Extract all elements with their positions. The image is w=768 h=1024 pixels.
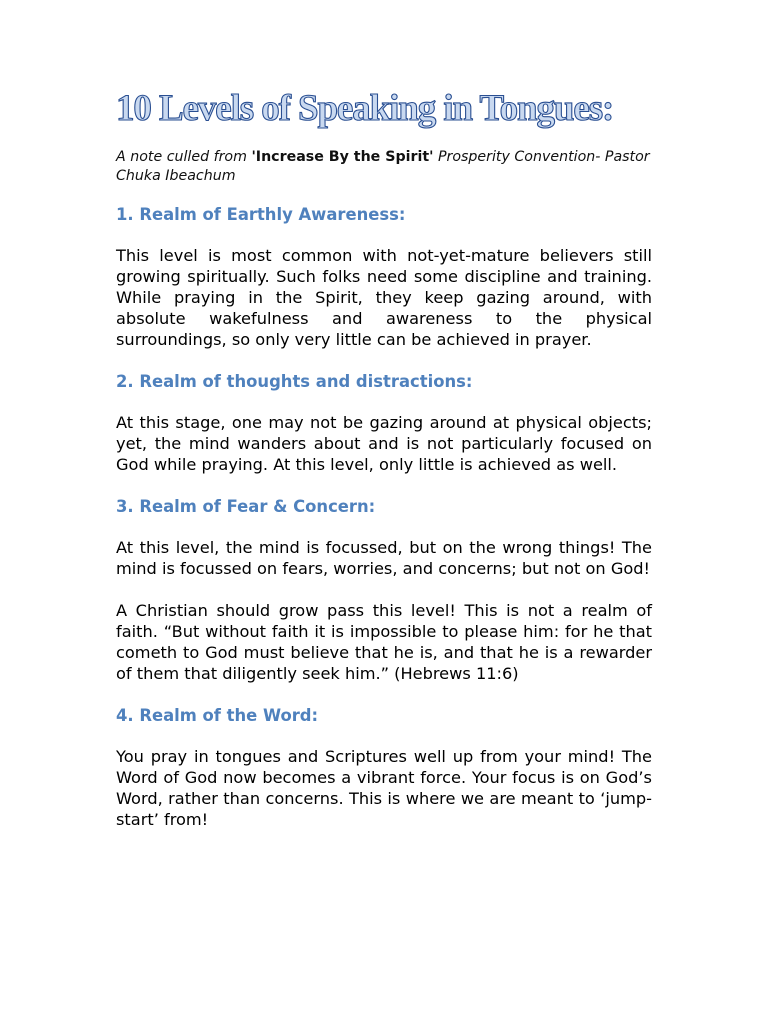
source-note-prefix: A note culled from [116,149,252,165]
source-note-title: 'Increase By the Spirit' [251,149,434,165]
document-title: 10 Levels of Speaking in Tongues: [116,88,614,129]
section-2-paragraph-1: At this stage, one may not be gazing around at physical objects; yet, the mind wanders about and is not particularly focused on God while praying. At this level, only little is achieved as well. [116,413,652,474]
section-1-heading: 1. Realm of Earthly Awareness: [116,205,406,224]
section-3-heading: 3. Realm of Fear & Concern: [116,497,376,516]
section-3-paragraph-2: A Christian should grow pass this level! This is not a realm of faith. “But without faith it is impossible to please him: for he that cometh to God must believe that he is, and that he is a rewarder of them that diligently seek him.” (Hebrews 11:6) [116,601,652,683]
section-2-heading: 2. Realm of thoughts and distractions: [116,372,473,391]
source-note-suffix: Prosperity Convention- Pastor Chuka Ibeachum [116,149,650,184]
source-note [116,148,652,186]
section-1-paragraph-1: This level is most common with not-yet-mature believers still growing spiritually. Such folks need some discipline and training. While praying in the Spirit, they keep gazing around, with absolute wakefulness and awareness to the physical surroundings, so only very little can be achieved in prayer. [116,246,652,349]
section-4-heading: 4. Realm of the Word: [116,706,319,725]
section-3-paragraph-1: At this level, the mind is focussed, but on the wrong things! The mind is focussed on fears, worries, and concerns; but not on God! [116,538,652,578]
document-page [116,86,652,830]
section-4-paragraph-1: You pray in tongues and Scriptures well up from your mind! The Word of God now becomes a vibrant force. Your focus is on God’s Word, rather than concerns. This is where we are meant to ‘jump-start’ from! [116,747,652,829]
